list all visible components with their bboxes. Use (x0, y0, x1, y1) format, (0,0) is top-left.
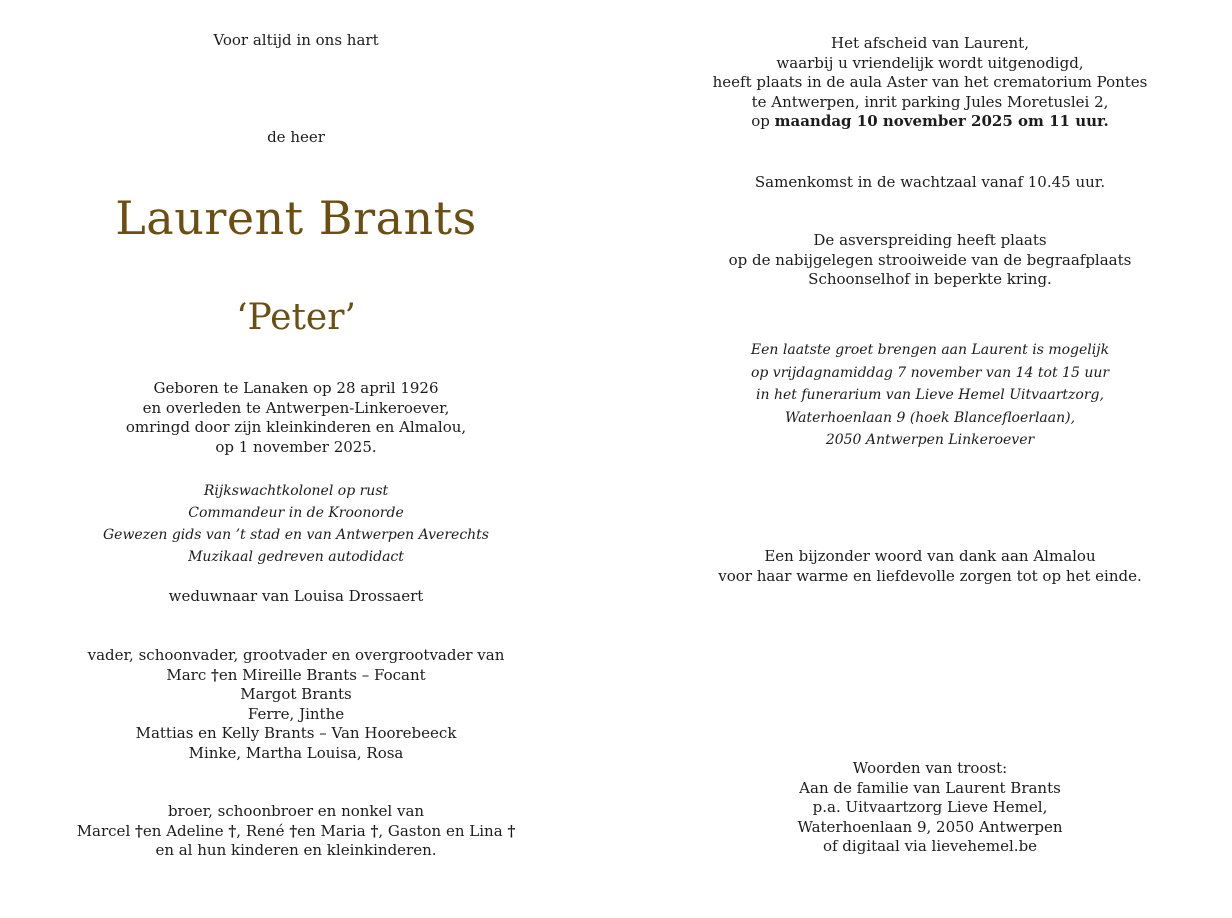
ceremony-date: op maandag 10 november 2025 om 11 uur. (751, 112, 1109, 130)
siblings-block (22, 802, 570, 861)
thanks-line: Een bijzonder woord van dank aan Almalou (764, 547, 1096, 565)
siblings-intro: broer, schoonbroer en nonkel van (167, 802, 425, 820)
family-line: Mattias en Kelly Brants – Van Hoorebeeck (135, 724, 457, 742)
right-page (660, 0, 1200, 918)
cross-icon: † (289, 821, 298, 840)
gathering-line: Samenkomst in de wachtzaal vanaf 10.45 uur. (754, 173, 1106, 191)
ashes-block (660, 231, 1200, 290)
family-line: Minke, Martha Louisa, Rosa (188, 743, 404, 762)
ashes-line: op de nabijgelegen strooiweide van de begraafplaats (728, 250, 1132, 269)
thanks-line: voor haar warme en liefdevolle zorgen tot op het einde. (718, 566, 1142, 585)
sibling-name: Marcel (76, 821, 131, 840)
visit-line: Waterhoenlaan 9 (hoek Blancefloerlaan), (784, 409, 1076, 426)
farewell-line: te Antwerpen, inrit parking Jules Moretuslei 2, (751, 92, 1109, 111)
sibling-name: , Gaston en Lina (378, 821, 503, 840)
cross-icon: † (211, 665, 219, 684)
cross-icon: † (228, 821, 237, 840)
titles-list (22, 480, 570, 568)
condolence-line: Waterhoenlaan 9, 2050 Antwerpen (797, 817, 1063, 836)
family-name: Marc (166, 665, 207, 684)
condolence-line: p.a. Uitvaartzorg Lieve Hemel, (812, 798, 1048, 816)
title-line: Gewezen gids van ’t stad en van Antwerpen Averechts (102, 527, 489, 543)
birth-line: Geboren te Lanaken op 28 april 1926 (153, 379, 439, 397)
visit-line: in het funerarium van Lieve Hemel Uitvaartzorg, (756, 387, 1104, 403)
siblings-end: en al hun kinderen en kleinkinderen. (155, 841, 437, 859)
sibling-name: , René (236, 821, 285, 840)
title-line: Commandeur in de Kroonorde (188, 505, 404, 521)
condolence-line: of digitaal via lievehemel.be (822, 837, 1038, 855)
birth-line: op 1 november 2025. (215, 437, 377, 456)
farewell-line: heeft plaats in de aula Aster van het crematorium Pontes (712, 73, 1148, 91)
cross-icon: † (370, 821, 379, 840)
condolence-line: Woorden van troost: (852, 759, 1008, 777)
title-line: Muzikaal gedreven autodidact (188, 549, 404, 565)
family-line: Ferre, Jinthe (247, 704, 345, 723)
nickname: ‘Peter’ (236, 297, 356, 338)
cross-icon: † (507, 821, 516, 840)
ceremony-date-bold: maandag 10 november 2025 om 11 uur. (774, 112, 1109, 130)
farewell-block (660, 34, 1200, 132)
family-block (22, 646, 570, 763)
birth-line: omringd door zijn kleinkinderen en Almalou, (125, 418, 467, 436)
siblings-names (22, 822, 570, 842)
sibling-name: en Maria (297, 821, 366, 840)
salutation: de heer (267, 128, 325, 146)
family-line (22, 666, 570, 686)
family-intro: vader, schoonvader, grootvader en overgrootvader van (87, 646, 505, 664)
left-page (22, 0, 570, 918)
farewell-line: waarbij u vriendelijk wordt uitgenodigd, (776, 53, 1084, 72)
visit-line: op vrijdagnamiddag 7 november van 14 tot 15 uur (750, 364, 1110, 381)
family-line: Margot Brants (240, 685, 352, 703)
ashes-line: Schoonselhof in beperkte kring. (808, 270, 1052, 288)
visit-line: 2050 Antwerpen Linkeroever (825, 432, 1035, 448)
birth-line: en overleden te Antwerpen-Linkeroever, (142, 398, 450, 417)
visit-block (660, 339, 1200, 452)
condolence-block (660, 759, 1200, 857)
ashes-line: De asverspreiding heeft plaats (813, 231, 1047, 249)
thanks-block (660, 547, 1200, 586)
condolence-line: Aan de familie van Laurent Brants (799, 778, 1061, 797)
cross-icon: † (135, 821, 143, 840)
motto: Voor altijd in ons hart (213, 31, 379, 49)
farewell-line: Het afscheid van Laurent, (831, 34, 1029, 52)
family-name: en Mireille Brants – Focant (218, 665, 426, 684)
visit-line: Een laatste groet brengen aan Laurent is mogelijk (750, 342, 1110, 358)
widower-line: weduwnaar van Louisa Drossaert (168, 587, 424, 605)
deceased-name: Laurent Brants (115, 191, 477, 245)
title-line: Rijkswachtkolonel op rust (203, 483, 389, 499)
sibling-name: en Adeline (142, 821, 224, 840)
birth-death-info (22, 379, 570, 457)
